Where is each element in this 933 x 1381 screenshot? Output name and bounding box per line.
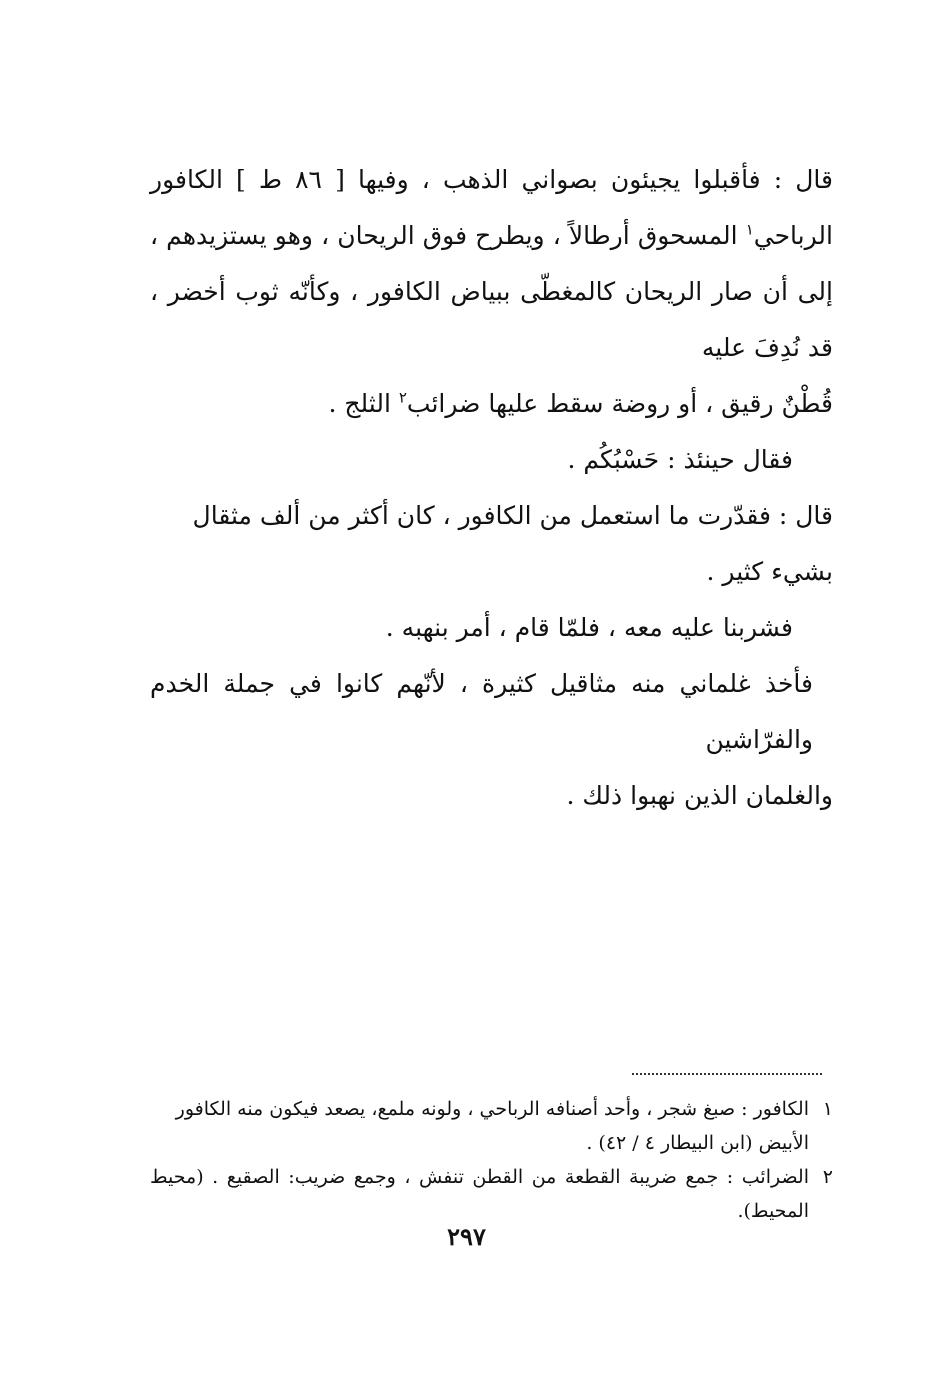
footnote-2 xyxy=(150,1160,833,1228)
paragraph-1-line-4-end: الثلج . xyxy=(328,389,391,418)
footnote-ref-2: ٢ xyxy=(398,388,407,407)
paragraph-3-line-1: قال : فقدّرت ما استعمل من الكافور ، كان أكثر من ألف مثقال xyxy=(192,501,833,530)
footnote-1-number: ١ xyxy=(822,1098,833,1120)
footnote-1-continuation xyxy=(150,1126,833,1160)
footnote-1-line-1: الكافور : صبغ شجر ، وأحد أصنافه الرباحي ، ولونه ملمع، يصعد فيكون منه الكافور xyxy=(175,1098,809,1120)
footnote-1 xyxy=(150,1092,833,1126)
paragraph-5-line-1: فأخذ غلماني منه مثاقيل كثيرة ، لأنّهم كانوا في جملة الخدم والفرّاشين xyxy=(150,669,813,754)
paragraph-1 xyxy=(150,152,833,376)
paragraph-2-text: فقال حينئذ : حَسْبُكُم . xyxy=(567,445,793,474)
paragraph-3 xyxy=(150,488,833,544)
paragraph-1-line-4: قُطْنٌ رقيق ، أو روضة سقط عليها ضرائب xyxy=(406,389,833,418)
main-text xyxy=(150,152,833,824)
footnote-1-line-2: الأبيض (ابن البيطار ٤ / ٤٢) . xyxy=(586,1132,809,1154)
paragraph-5 xyxy=(150,656,833,768)
footnote-2-number: ٢ xyxy=(822,1166,833,1188)
paragraph-1-line-2: المسحوق أرطالاً ، ويطرح فوق الريحان ، وهو يستزيدهم ، إلى أن صار xyxy=(150,221,834,306)
paragraph-4-text: فشربنا عليه معه ، فلمّا قام ، أمر بنهبه . xyxy=(385,613,793,642)
footnote-2-line-1: الضرائب : جمع ضريبة القطعة من القطن تنفش ، وجمع ضريب: الصقيع . (محيط المحيط). xyxy=(150,1166,809,1222)
paragraph-1-line-1: قال : فأقبلوا يجيئون بصواني الذهب ، وفيها [ ٨٦ ط ] الكافور الرباحي xyxy=(150,165,834,250)
paragraph-3-end xyxy=(150,544,833,600)
footnote-ref-1: ١ xyxy=(745,220,754,239)
paragraph-2 xyxy=(150,432,833,488)
paragraph-4 xyxy=(150,600,833,656)
paragraph-1-line-3: الريحان كالمغطّى ببياض الكافور ، وكأنّه ثوب أخضر ، قد نُدِفَ عليه xyxy=(150,277,833,362)
paragraph-5-line-2: والغلمان الذين نهبوا ذلك . xyxy=(566,781,833,810)
paragraph-5-end xyxy=(150,768,833,824)
paragraph-3-line-2: بشيء كثير . xyxy=(706,557,833,586)
footnotes xyxy=(150,1092,833,1228)
page-number: ٢٩٧ xyxy=(447,1222,486,1251)
paragraph-1-end xyxy=(150,376,833,432)
footnote-divider xyxy=(632,1073,822,1075)
